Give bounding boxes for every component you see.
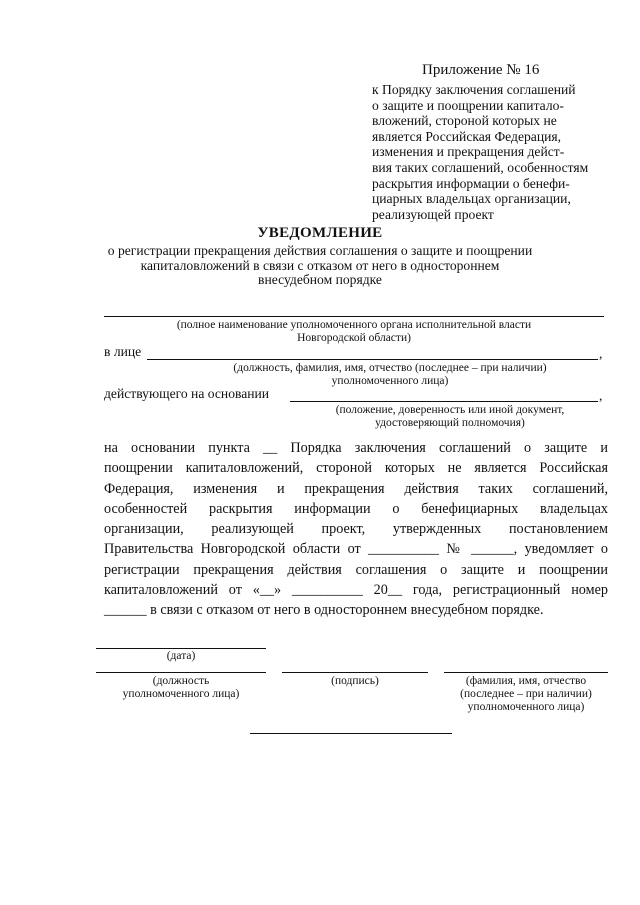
notification-body <box>104 438 608 621</box>
full-name-field[interactable] <box>444 672 608 673</box>
appendix-line: является Российская Федерация, <box>372 128 562 144</box>
appendix-line: реализующей проект <box>372 206 494 222</box>
appendix-line: циарных владельцах организации, <box>372 191 571 207</box>
caption-line: (полное наименование уполномоченного органа исполнительной власти <box>176 319 532 331</box>
subtitle-line: о регистрации прекращения действия соглашения о защите и поощрении <box>107 243 533 258</box>
person-end-mark: , <box>599 346 603 361</box>
caption-line: Новгородской области) <box>297 332 411 344</box>
appendix-line: вия таких соглашений, особенностям <box>372 159 589 175</box>
caption-line: (последнее – при наличии) <box>460 688 592 700</box>
caption-line: удостоверяющий полномочия) <box>375 417 525 429</box>
caption-line: уполномоченного лица) <box>467 701 585 713</box>
appendix-line: изменения и прекращения дейст- <box>372 144 565 160</box>
body-line: поощрении капиталовложений, стороной которых не является Российская <box>104 460 608 477</box>
basis-field[interactable] <box>290 401 598 402</box>
full-name-caption <box>436 675 616 714</box>
basis-label: действующего на основании <box>104 386 270 401</box>
body-line: особенностей раскрытия информации о бенефициарных владельцах <box>104 500 608 517</box>
signature-caption: (подпись) <box>331 675 379 687</box>
subtitle-line: капиталовложений в связи с отказом от него в одностороннем <box>140 257 500 273</box>
document-subtitle <box>90 244 550 288</box>
appendix-title: Приложение № 16 <box>422 62 540 78</box>
caption-line: (положение, доверенность или иной документ, <box>335 404 565 416</box>
basis-caption <box>300 404 600 430</box>
date-caption: (дата) <box>166 650 196 662</box>
person-caption <box>190 362 590 388</box>
caption-line: (фамилия, имя, отчество <box>465 675 587 687</box>
date-field[interactable] <box>96 648 266 649</box>
caption-line: уполномоченного лица) <box>331 375 449 387</box>
basis-end-mark: , <box>599 388 603 403</box>
caption-line: (должность, фамилия, имя, отчество (последнее – при наличии) <box>233 362 547 374</box>
caption-line: уполномоченного лица) <box>122 688 240 700</box>
position-field[interactable] <box>96 672 266 673</box>
subtitle-line: внесудебном порядке <box>258 272 382 288</box>
organ-name-field[interactable] <box>104 316 604 317</box>
document-title: УВЕДОМЛЕНИЕ <box>257 225 383 241</box>
signature-field[interactable] <box>282 672 428 673</box>
appendix-line: вложений, стороной которых не <box>372 113 557 129</box>
caption-line: (должность <box>152 675 210 687</box>
body-line: Правительства Новгородской области от __________ № ______, уведомляет о <box>104 541 608 558</box>
body-line: ______ в связи с отказом от него в одностороннем внесудебном порядке. <box>104 602 544 619</box>
appendix-line: о защите и поощрении капитало- <box>372 97 564 113</box>
body-line: Федерация, изменения и прекращения действия таких соглашений, <box>104 480 608 497</box>
body-line: капиталовложений от «__» __________ 20__ года, регистрационный номер <box>104 582 608 599</box>
closing-rule <box>250 733 452 734</box>
person-label: в лице <box>104 344 142 359</box>
appendix-line: раскрытия информации о бенефи- <box>372 175 570 191</box>
person-field[interactable] <box>147 359 598 360</box>
position-caption <box>96 675 266 701</box>
appendix-reference <box>372 82 588 222</box>
organ-name-caption <box>104 319 604 345</box>
body-line: регистрации прекращения действия соглашения о защите и поощрении <box>104 561 608 578</box>
appendix-line: к Порядку заключения соглашений <box>372 82 576 97</box>
body-line: на основании пункта __ Порядка заключения соглашений о защите и <box>104 440 608 456</box>
body-line: организации, реализующей проект, утвержденных постановлением <box>104 521 608 538</box>
